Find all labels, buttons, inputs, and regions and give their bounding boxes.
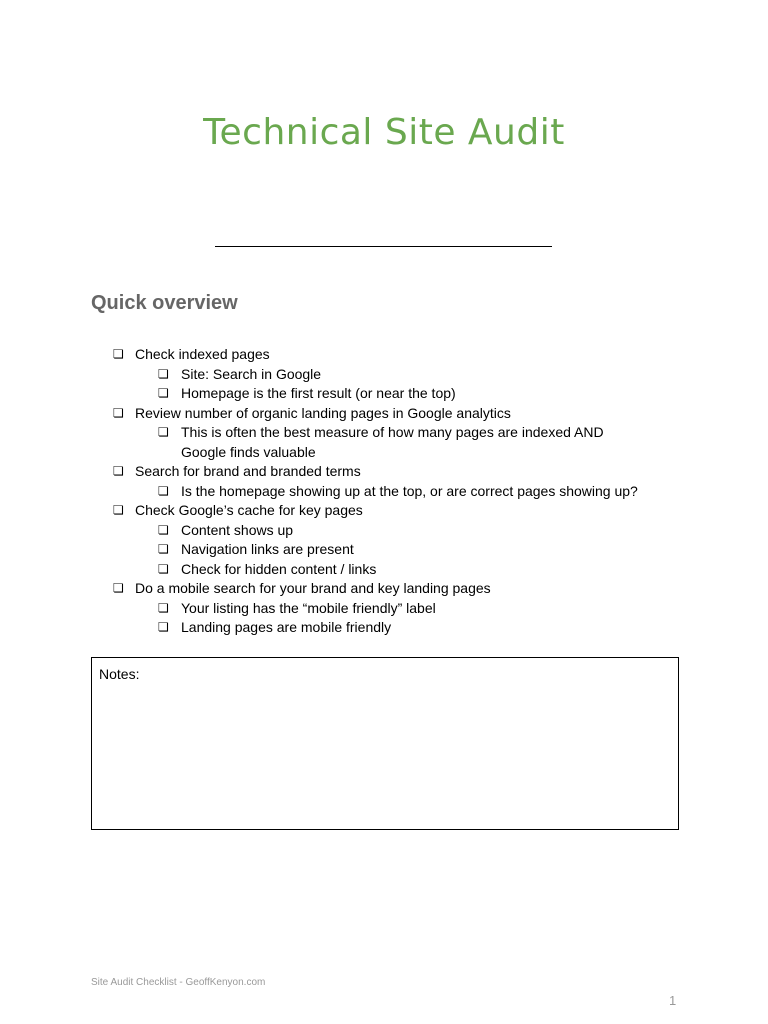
checklist-item-text: Is the homepage showing up at the top, or are correct pages showing up? bbox=[181, 482, 638, 499]
checklist-subitem bbox=[0, 599, 768, 619]
checklist-item-text: Landing pages are mobile friendly bbox=[181, 619, 392, 635]
checklist-item bbox=[0, 345, 768, 365]
checkbox-icon[interactable]: ❏ bbox=[158, 561, 169, 576]
checklist-subitem bbox=[0, 618, 768, 638]
checklist-item-text: Site: Search in Google bbox=[181, 365, 322, 382]
checkbox-icon[interactable]: ❏ bbox=[158, 600, 169, 615]
checklist-subitem bbox=[0, 482, 768, 502]
checkbox-icon[interactable]: ❏ bbox=[158, 542, 169, 556]
notes-box[interactable] bbox=[91, 657, 679, 830]
checkbox-icon[interactable]: ❏ bbox=[158, 425, 169, 439]
checkbox-icon[interactable]: ❏ bbox=[113, 405, 124, 420]
title-underline bbox=[215, 246, 552, 247]
checkbox-icon[interactable]: ❏ bbox=[158, 366, 169, 381]
page-title: Technical Site Audit bbox=[203, 112, 565, 153]
checklist-subitem bbox=[0, 521, 768, 541]
checklist-item-text: Homepage is the first result (or near the top) bbox=[181, 385, 456, 401]
checklist-item bbox=[0, 404, 768, 424]
checklist-subitem bbox=[0, 560, 768, 580]
checkbox-icon[interactable]: ❏ bbox=[158, 386, 169, 400]
checklist-item bbox=[0, 501, 768, 521]
checklist-item-text: Your listing has the “mobile friendly” label bbox=[181, 599, 436, 616]
checklist-subitem bbox=[0, 540, 768, 560]
checkbox-icon[interactable]: ❏ bbox=[158, 620, 169, 634]
checkbox-icon[interactable]: ❏ bbox=[113, 464, 124, 478]
checklist-subitem bbox=[0, 423, 768, 462]
checklist-item-text: Search for brand and branded terms bbox=[135, 463, 361, 479]
checklist bbox=[0, 345, 768, 638]
checklist-item-text: Check indexed pages bbox=[135, 346, 270, 362]
checklist-item-text: Check Google’s cache for key pages bbox=[135, 502, 363, 518]
checklist-item bbox=[0, 579, 768, 599]
page-number: 1 bbox=[669, 993, 677, 1008]
checkbox-icon[interactable]: ❏ bbox=[113, 503, 124, 517]
section-heading: Quick overview bbox=[91, 292, 238, 314]
checkbox-icon[interactable]: ❏ bbox=[158, 483, 169, 498]
checklist-item-text: Review number of organic landing pages in Google analytics bbox=[135, 404, 511, 421]
checkbox-icon[interactable]: ❏ bbox=[158, 522, 169, 537]
checklist-item-text: Navigation links are present bbox=[181, 541, 354, 557]
checklist-item bbox=[0, 462, 768, 482]
checklist-item-text: Content shows up bbox=[181, 521, 294, 538]
checklist-subitem bbox=[0, 384, 768, 404]
checklist-item-text: Check for hidden content / links bbox=[181, 560, 377, 577]
checklist-item-text: This is often the best measure of how many pages are indexed AND Google finds valuable bbox=[181, 424, 604, 460]
checklist-subitem bbox=[0, 365, 768, 385]
notes-label: Notes: bbox=[99, 666, 140, 682]
footer-text: Site Audit Checklist - GeoffKenyon.com bbox=[91, 977, 266, 988]
checkbox-icon[interactable]: ❏ bbox=[113, 581, 124, 595]
checkbox-icon[interactable]: ❏ bbox=[113, 347, 124, 361]
checklist-item-text: Do a mobile search for your brand and key landing pages bbox=[135, 580, 491, 596]
